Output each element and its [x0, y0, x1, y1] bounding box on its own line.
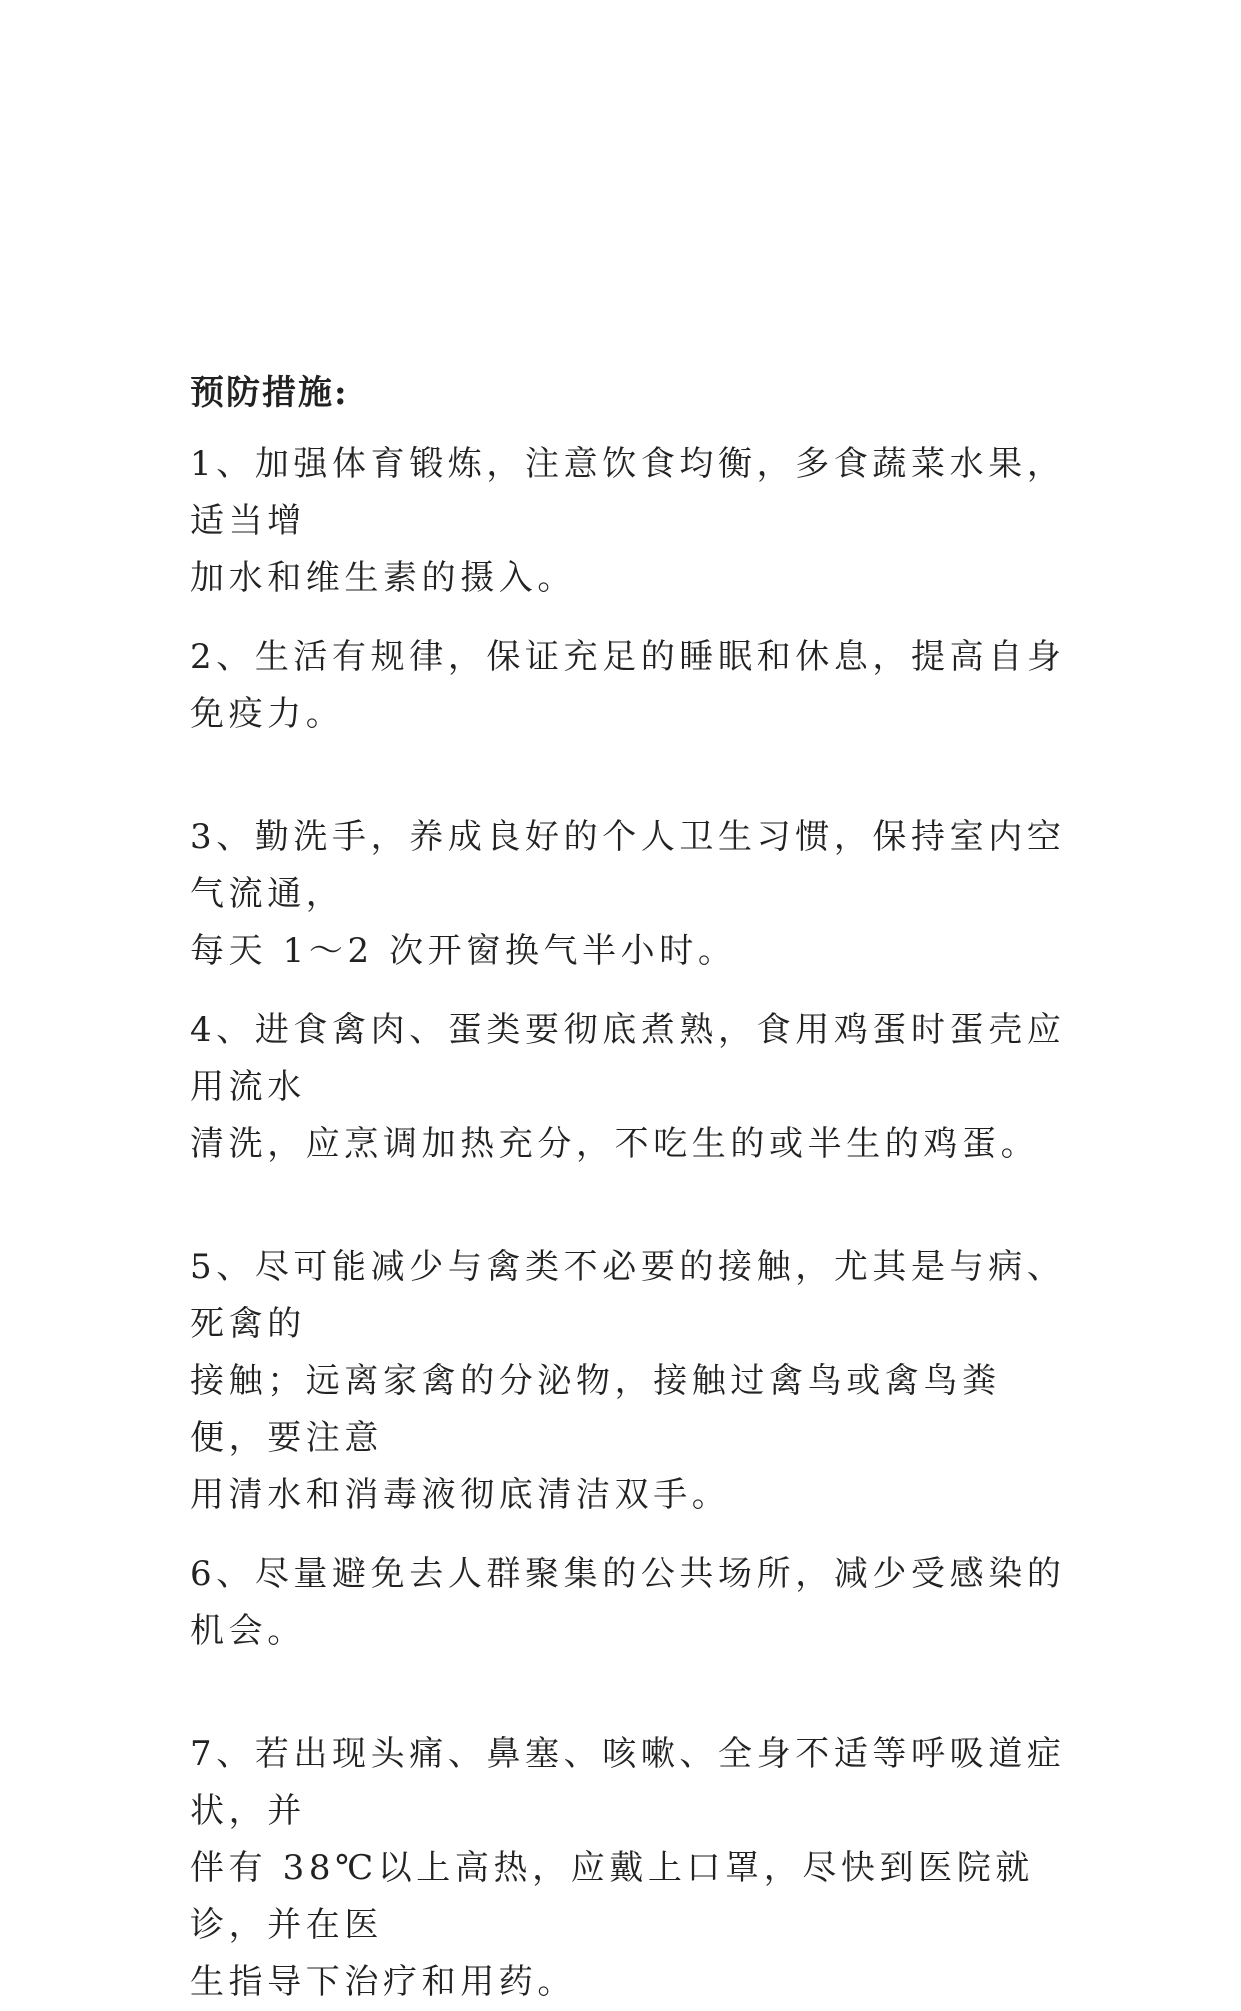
list-item-3: 3、勤洗手，养成良好的个人卫生习惯，保持室内空气流通， 每天 1～2 次开窗换气半小时。	[190, 817, 1066, 971]
list-item-1: 1、加强体育锻炼，注意饮食均衡，多食蔬菜水果，适当增 加水和维生素的摄入。	[190, 444, 1066, 598]
list-item-4: 4、进食禽肉、蛋类要彻底煮熟，食用鸡蛋时蛋壳应用流水 清洗，应烹调加热充分，不吃生的或半生的鸡蛋。	[190, 1010, 1066, 1164]
list-item-5: 5、尽可能减少与禽类不必要的接触，尤其是与病、死禽的 接触；远离家禽的分泌物，接触过禽鸟或禽鸟粪便，要注意 用清水和消毒液彻底清洁双手。	[190, 1247, 1066, 1515]
section-heading: 预防措施:	[190, 373, 349, 413]
list-item-7: 7、若出现头痛、鼻塞、咳嗽、全身不适等呼吸道症状，并 伴有 38℃以上高热，应戴上口罩，尽快到医院就诊，并在医 生指导下治疗和用药。	[190, 1734, 1066, 2002]
list-item-6: 6、尽量避免去人群聚集的公共场所，减少受感染的机会。	[190, 1554, 1066, 1651]
document-body	[190, 365, 1070, 2011]
list-item-2: 2、生活有规律，保证充足的睡眠和休息，提高自身免疫力。	[190, 637, 1066, 734]
